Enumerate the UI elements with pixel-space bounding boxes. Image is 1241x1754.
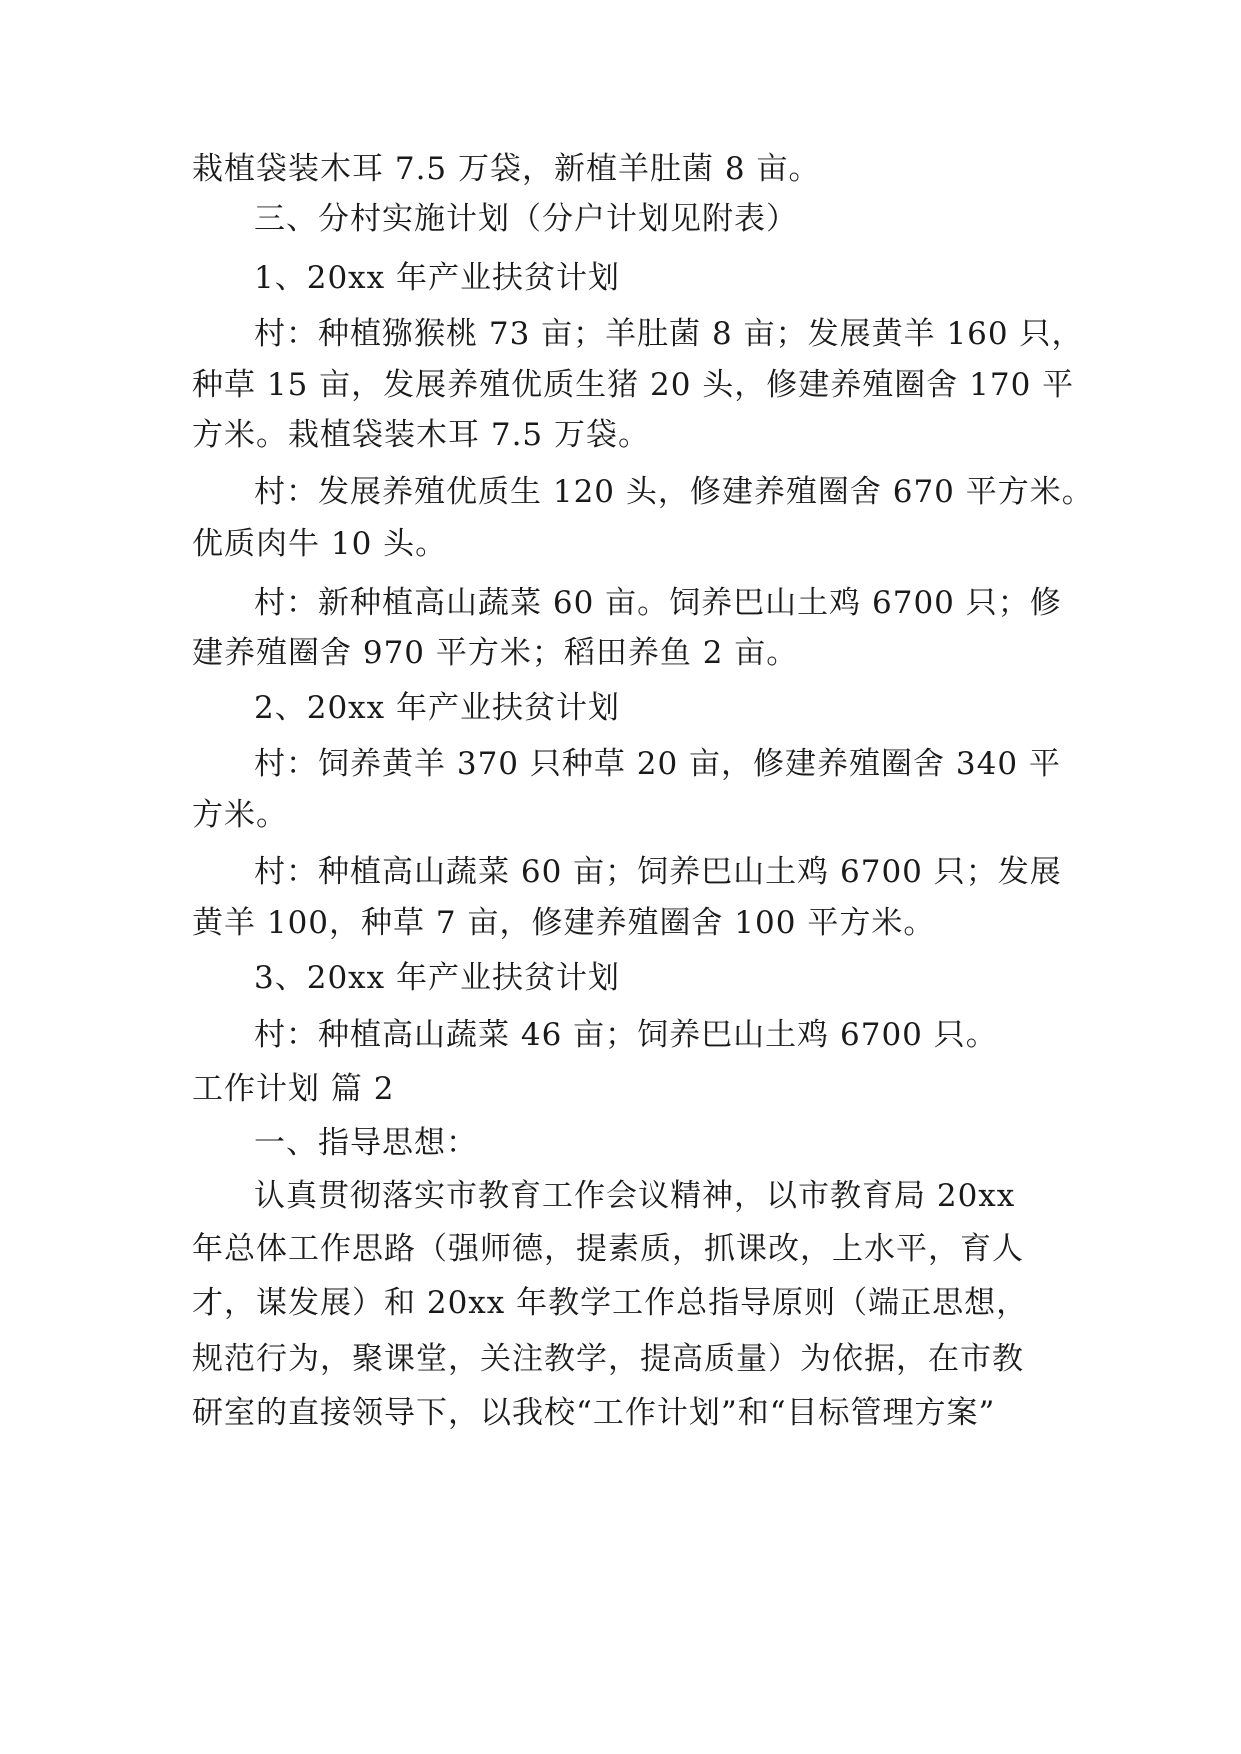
paragraph-line: 方米。栽植袋装木耳 7.5 万袋。 bbox=[192, 417, 651, 453]
paragraph-line: 栽植袋装木耳 7.5 万袋，新植羊肚菌 8 亩。 bbox=[192, 151, 821, 187]
paragraph-line: 村：饲养黄羊 370 只种草 20 亩，修建养殖圈舍 340 平 bbox=[254, 746, 1061, 782]
paragraph-line: 村：种植猕猴桃 73 亩；羊肚菌 8 亩；发展黄羊 160 只， bbox=[254, 316, 1084, 352]
paragraph-line: 黄羊 100，种草 7 亩，修建养殖圈舍 100 平方米。 bbox=[192, 905, 936, 941]
paragraph-line: 方米。 bbox=[192, 797, 288, 833]
paragraph-line: 村：种植高山蔬菜 60 亩；饲养巴山土鸡 6700 只；发展 bbox=[254, 854, 1062, 890]
paragraph-line: 研室的直接领导下，以我校“工作计划”和“目标管理方案” bbox=[192, 1395, 996, 1431]
subsection-heading: 1、20xx 年产业扶贫计划 bbox=[254, 260, 620, 296]
section-heading: 一、指导思想： bbox=[254, 1125, 478, 1161]
paragraph-line: 认真贯彻落实市教育工作会议精神，以市教育局 20xx bbox=[254, 1178, 1016, 1214]
subsection-heading: 2、20xx 年产业扶贫计划 bbox=[254, 690, 620, 726]
paragraph-line: 规范行为，聚课堂，关注教学，提高质量）为依据，在市教 bbox=[192, 1341, 1024, 1377]
paragraph-line: 村：发展养殖优质生 120 头，修建养殖圈舍 670 平方米。 bbox=[254, 474, 1094, 510]
subsection-heading: 3、20xx 年产业扶贫计划 bbox=[254, 960, 620, 996]
paragraph-line: 村：新种植高山蔬菜 60 亩。饲养巴山土鸡 6700 只；修 bbox=[254, 585, 1062, 621]
paragraph-line: 年总体工作思路（强师德，提素质，抓课改，上水平，育人 bbox=[192, 1231, 1024, 1267]
paragraph-line: 才，谋发展）和 20xx 年教学工作总指导原则（端正思想， bbox=[192, 1285, 1029, 1321]
article-title: 工作计划 篇 2 bbox=[192, 1071, 395, 1107]
paragraph-line: 优质肉牛 10 头。 bbox=[192, 526, 448, 562]
paragraph-line: 村：种植高山蔬菜 46 亩；饲养巴山土鸡 6700 只。 bbox=[254, 1017, 998, 1053]
section-heading: 三、分村实施计划（分户计划见附表） bbox=[254, 201, 798, 237]
paragraph-line: 种草 15 亩，发展养殖优质生猪 20 头，修建养殖圈舍 170 平 bbox=[192, 367, 1075, 403]
paragraph-line: 建养殖圈舍 970 平方米；稻田养鱼 2 亩。 bbox=[192, 635, 799, 671]
